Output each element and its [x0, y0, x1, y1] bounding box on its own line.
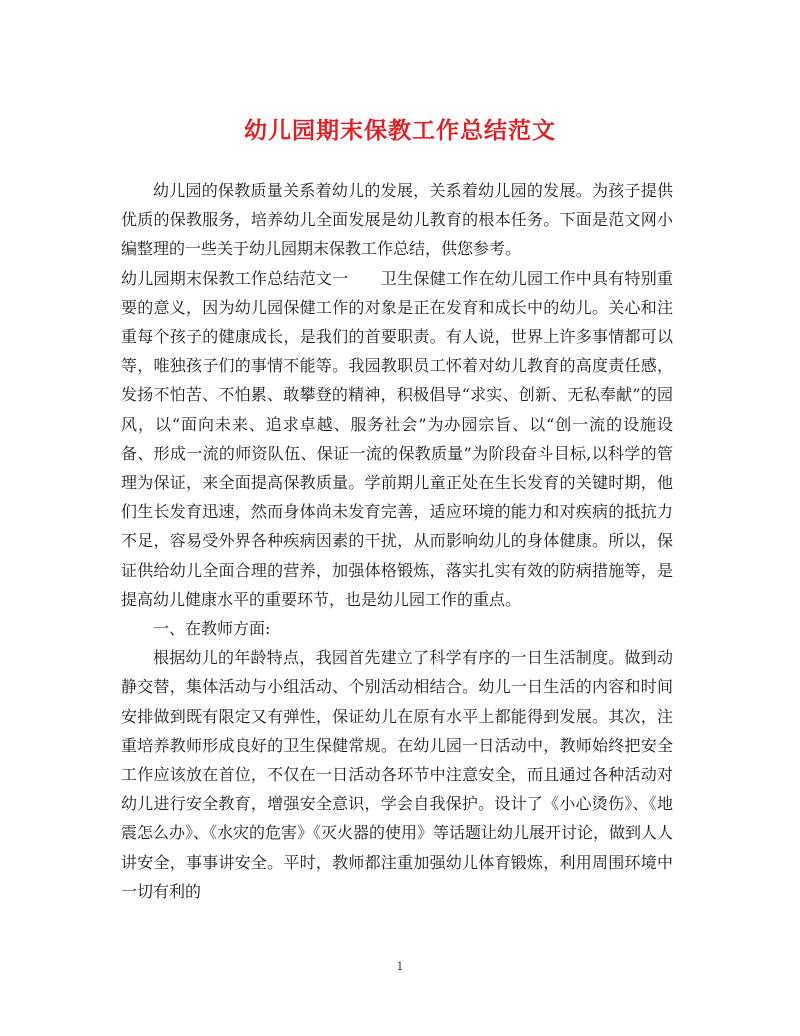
document-title: 幼儿园期末保教工作总结范文: [244, 117, 556, 144]
teacher-heading: 一、在教师方面:: [153, 619, 271, 639]
document-body: [121, 176, 673, 906]
page-number: 1: [396, 960, 404, 973]
teacher-paragraph: 根据幼儿的年龄特点，我园首先建立了科学有序的一日生活制度。做到动静交替，集体活动与小组活动、个别活动相结合。幼儿一日生活的内容和时间安排做到既有限定又有弹性，保证幼儿在原有水平上都能得到发展。其次，注重培养教师形成良好的卫生保健常规。在幼儿园一日活动中，教师始终把安全工作应该放在首位，不仅在一日活动各环节中注意安全，而且通过各种活动对幼儿进行安全教育，增强安全意识，学会自我保护。设计了《小心烫伤》、《地震怎么办》、《水灾的危害》《灭火器的使用》等话题让幼儿展开讨论，做到人人讲安全，事事讲安全。平时，教师都注重加强幼儿体育锻炼，利用周围环境中一切有利的: [121, 648, 674, 901]
intro-paragraph: 幼儿园的保教质量关系着幼儿的发展，关系着幼儿园的发展。为孩子提供优质的保教服务，培养幼儿全面发展是幼儿教育的根本任务。下面是范文网小编整理的一些关于幼儿园期末保教工作总结，供您参考。: [121, 181, 673, 259]
section-one-paragraph: 幼儿园期末保教工作总结范文一 卫生保健工作在幼儿园工作中具有特别重要的意义，因为幼儿园保健工作的对象是正在发育和成长中的幼儿。关心和注重每个孩子的健康成长，是我们的首要职责。有人说，世界上许多事情都可以等，唯独孩子们的事情不能等。我园教职员工怀着对幼儿教育的高度责任感，发扬不怕苦、不怕累、敢攀登的精神，积极倡导“求实、创新、无私奉献”的园风，以“面向未来、追求卓越、服务社会”为办园宗旨、以“创一流的设施设备、形成一流的师资队伍、保证一流的保教质量”为阶段奋斗目标,以科学的管理为保证，来全面提高保教质量。学前期儿童正处在生长发育的关键时期，他们生长发育迅速，然而身体尚未发育完善，适应环境的能力和对疾病的抵抗力不足，容易受外界各种疾病因素的干扰，从而影响幼儿的身体健康。所以，保证供给幼儿全面合理的营养，加强体格锻炼，落实扎实有效的防病措施等，是提高幼儿健康水平的重要环节，也是幼儿园工作的重点。: [121, 268, 673, 609]
